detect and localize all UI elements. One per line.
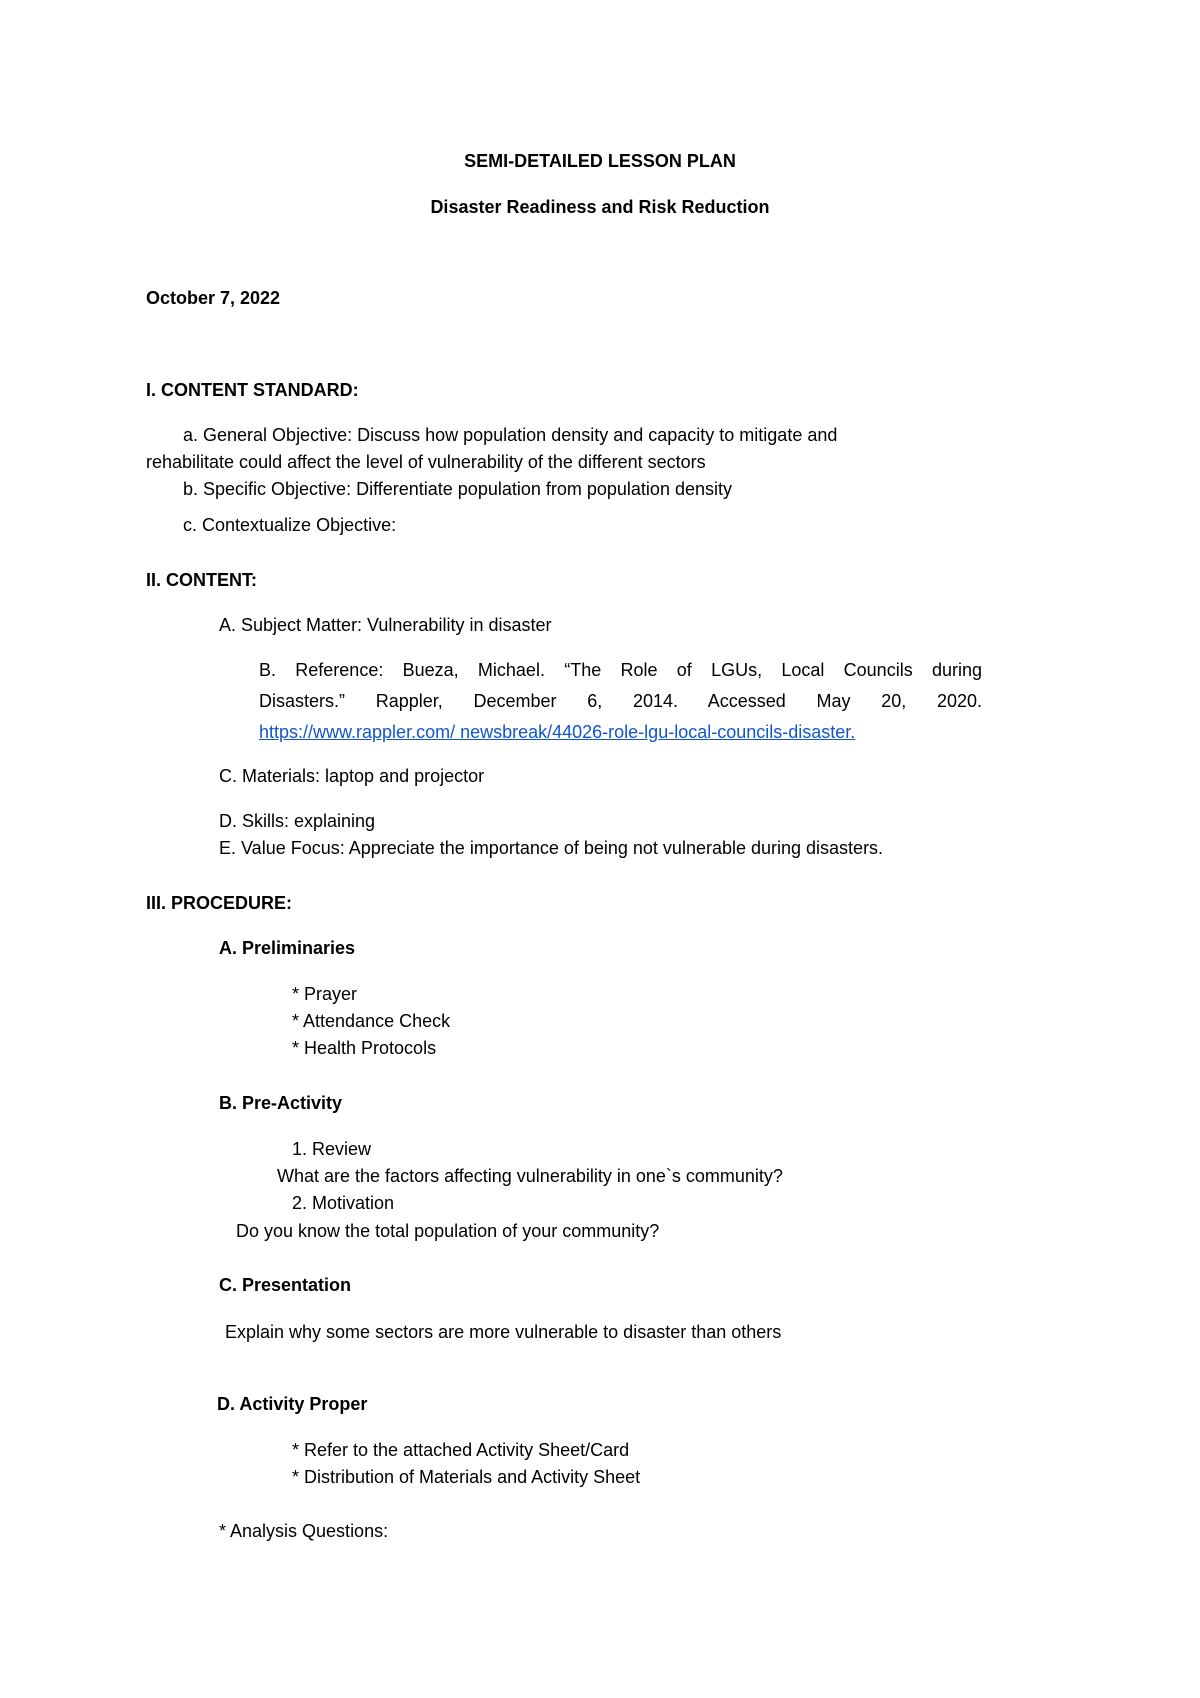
reference-line1: B. Reference: Bueza, Michael. “The Role of LGUs, Local Councils during [259,660,982,680]
analysis-questions: * Analysis Questions: [219,1521,389,1541]
procedure-heading: III. PROCEDURE: [146,893,293,913]
preliminaries-heading: A. Preliminaries [219,938,356,958]
activity-proper-heading: D. Activity Proper [217,1394,368,1414]
motivation-question: Do you know the total population of your community? [236,1221,660,1241]
reference-url-link[interactable]: https://www.rappler.com/ newsbreak/44026-role-lgu-local-councils-disaster. [259,722,856,742]
skills: D. Skills: explaining [219,811,376,831]
preliminaries-item: * Attendance Check [292,1011,451,1031]
review-question: What are the factors affecting vulnerability in one`s community? [277,1166,783,1186]
specific-objective: b. Specific Objective: Differentiate population from population density [183,479,732,499]
preliminaries-item: * Prayer [292,984,358,1004]
activity-proper-item: * Distribution of Materials and Activity Sheet [292,1467,641,1487]
contextualize-objective: c. Contextualize Objective: [183,515,397,535]
subject-matter: A. Subject Matter: Vulnerability in disaster [219,615,552,635]
pre-activity-heading: B. Pre-Activity [219,1093,343,1113]
document-subject: Disaster Readiness and Risk Reduction [430,197,770,217]
activity-proper-item: * Refer to the attached Activity Sheet/Card [292,1440,630,1460]
content-standard-heading: I. CONTENT STANDARD: [146,380,359,400]
general-objective-line2: rehabilitate could affect the level of vulnerability of the different sectors [146,452,706,472]
content-heading: II. CONTENT: [146,570,257,590]
review-label: 1. Review [292,1139,372,1159]
lesson-date: October 7, 2022 [146,288,281,308]
materials: C. Materials: laptop and projector [219,766,485,786]
general-objective-line1: a. General Objective: Discuss how population density and capacity to mitigate and [183,425,838,445]
presentation-heading: C. Presentation [219,1275,352,1295]
motivation-label: 2. Motivation [292,1193,395,1213]
value-focus: E. Value Focus: Appreciate the importance of being not vulnerable during disasters. [219,838,884,858]
preliminaries-item: * Health Protocols [292,1038,437,1058]
presentation-text: Explain why some sectors are more vulnerable to disaster than others [225,1322,782,1342]
reference-line2: Disasters.” Rappler, December 6, 2014. Accessed May 20, 2020. [259,691,982,711]
document-title: SEMI-DETAILED LESSON PLAN [464,151,736,171]
reference-link-line [259,721,855,743]
